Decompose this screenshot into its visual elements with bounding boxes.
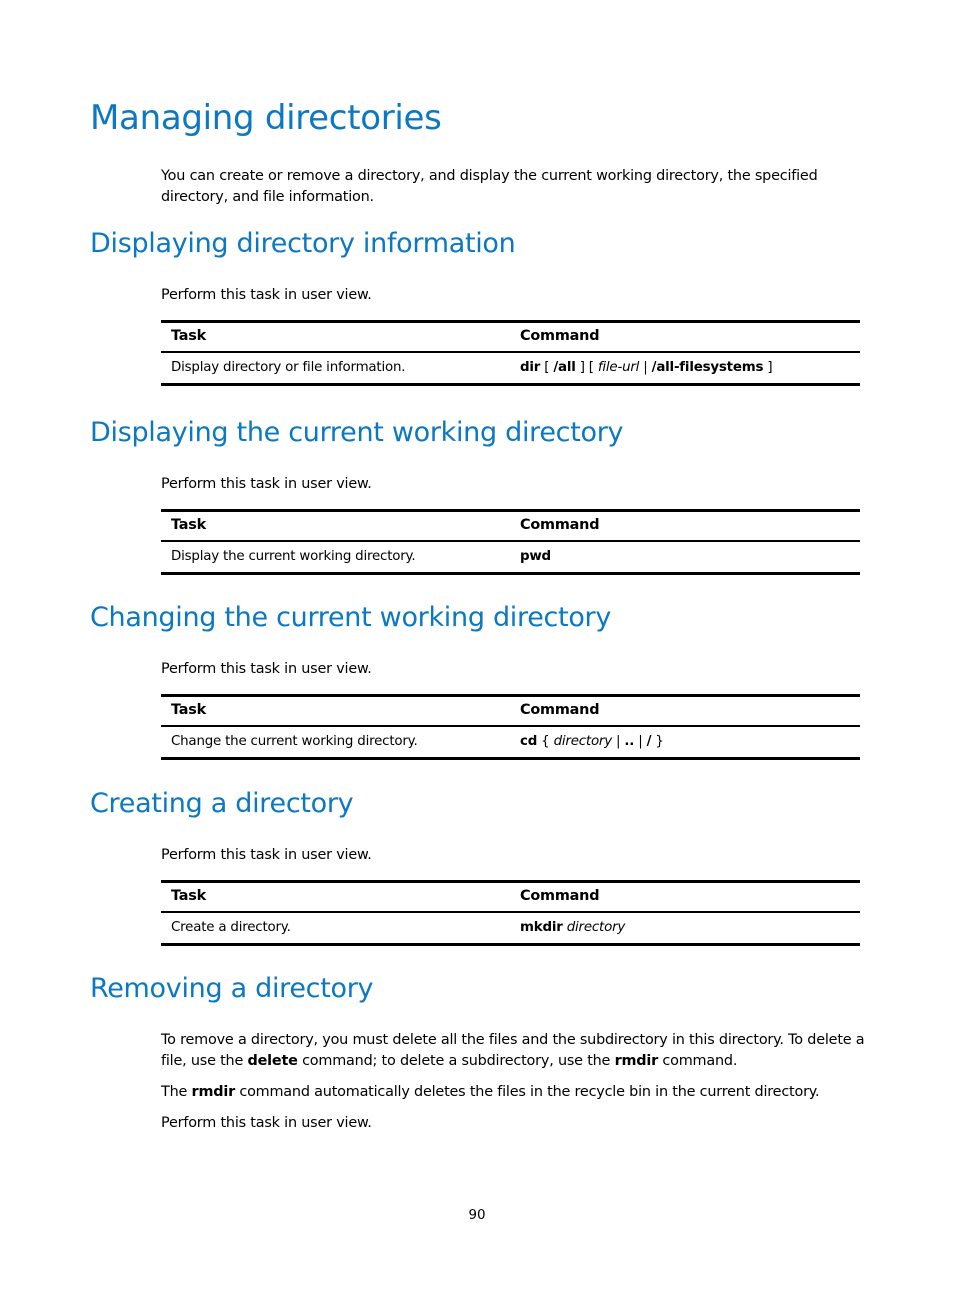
section-heading-create-directory: Creating a directory	[90, 788, 354, 819]
plain-text: }	[651, 734, 664, 749]
keyword-text: delete	[247, 1053, 298, 1069]
task-cell: Change the current working directory.	[171, 734, 418, 749]
command-cell	[520, 913, 625, 943]
table-row	[161, 353, 860, 383]
task-cell: Create a directory.	[171, 920, 291, 935]
task-column-header: Task	[171, 328, 207, 344]
command-table-pwd	[161, 509, 860, 575]
keyword-text: pwd	[520, 549, 551, 564]
plain-text: command; to delete a subdirectory, use the	[297, 1053, 615, 1069]
argument-text: directory	[566, 920, 626, 935]
section-heading-display-cwd: Displaying the current working directory	[90, 417, 624, 448]
command-column-header: Command	[520, 702, 600, 718]
argument-text: file-url	[597, 360, 640, 375]
task-cell: Display directory or file information.	[171, 360, 406, 375]
table-row	[161, 913, 860, 943]
keyword-text: ..	[624, 734, 635, 749]
command-table-cd	[161, 694, 860, 760]
table-header-row	[161, 512, 860, 542]
command-cell	[520, 353, 772, 383]
command-column-header: Command	[520, 517, 600, 533]
keyword-text: /all	[553, 360, 576, 375]
plain-text: ] [	[575, 360, 598, 375]
table-header-row	[161, 697, 860, 727]
plain-text: ]	[763, 360, 773, 375]
section-note: Perform this task in user view.	[161, 476, 372, 492]
plain-text: [	[540, 360, 554, 375]
section-heading-remove-directory: Removing a directory	[90, 973, 374, 1004]
page-title: Managing directories	[90, 98, 442, 138]
command-cell	[520, 727, 664, 757]
table-header-row	[161, 883, 860, 913]
plain-text: {	[537, 734, 554, 749]
section-note: Perform this task in user view.	[161, 661, 372, 677]
task-column-header: Task	[171, 517, 207, 533]
command-table-mkdir	[161, 880, 860, 946]
remove-paragraph	[161, 1030, 866, 1072]
keyword-text: /all-filesystems	[651, 360, 764, 375]
section-heading-change-cwd: Changing the current working directory	[90, 602, 612, 633]
task-column-header: Task	[171, 888, 207, 904]
section-note: Perform this task in user view.	[161, 287, 372, 303]
command-column-header: Command	[520, 328, 600, 344]
plain-text: To remove a directory, you must delete all the files and the subdirectory in this directory. To delete a file, use the	[161, 1032, 865, 1069]
keyword-text: rmdir	[191, 1084, 235, 1100]
task-column-header: Task	[171, 702, 207, 718]
keyword-text: dir	[520, 360, 541, 375]
plain-text: |	[611, 734, 625, 749]
plain-text: command.	[658, 1053, 738, 1069]
keyword-text: rmdir	[614, 1053, 659, 1069]
keyword-text: /	[646, 734, 652, 749]
command-column-header: Command	[520, 888, 600, 904]
section-heading-display-directory-info: Displaying directory information	[90, 228, 516, 259]
table-row	[161, 542, 860, 572]
plain-text: |	[639, 360, 652, 375]
argument-text: directory	[553, 734, 612, 749]
table-row	[161, 727, 860, 757]
section-note: Perform this task in user view.	[161, 1115, 372, 1131]
command-table-dir	[161, 320, 860, 386]
task-cell: Display the current working directory.	[171, 549, 416, 564]
keyword-text: mkdir	[520, 920, 563, 935]
plain-text: The	[161, 1084, 192, 1100]
rmdir-paragraph	[161, 1082, 866, 1103]
plain-text: command automatically deletes the files in the recycle bin in the current directory.	[234, 1084, 820, 1100]
intro-paragraph: You can create or remove a directory, and display the current working directory, the specified directory, and file information.	[161, 168, 818, 205]
page-number: 90	[468, 1208, 486, 1223]
keyword-text: cd	[520, 734, 538, 749]
table-header-row	[161, 323, 860, 353]
section-note: Perform this task in user view.	[161, 847, 372, 863]
plain-text: |	[634, 734, 647, 749]
command-cell	[520, 542, 551, 572]
